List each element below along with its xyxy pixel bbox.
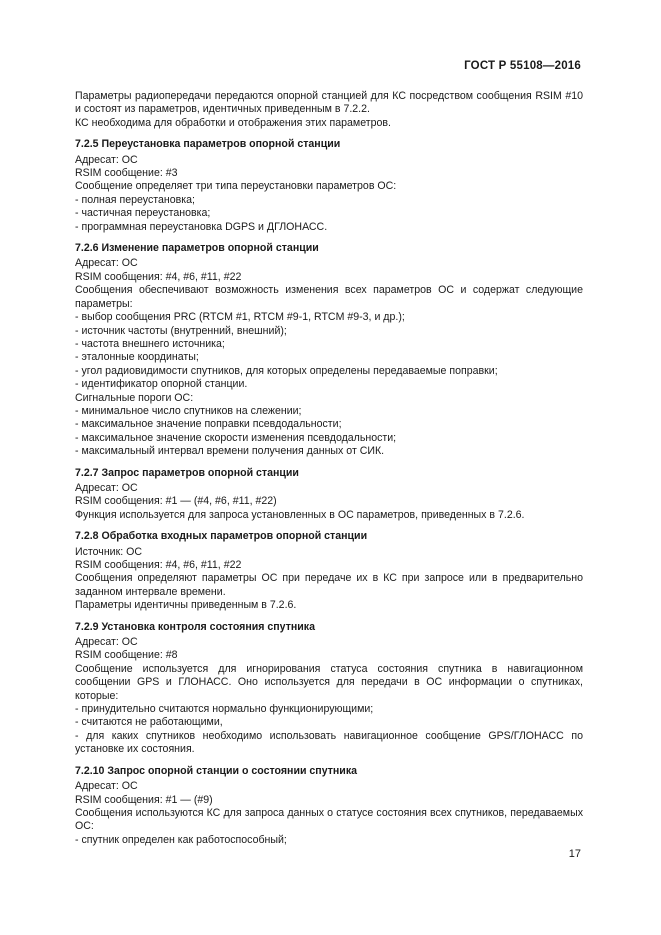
paragraph: - максимальное значение поправки псевдодальности; (75, 418, 342, 431)
paragraph: - минимальное число спутников на слежении; (75, 404, 302, 417)
paragraph: - источник частоты (внутренний, внешний); (75, 324, 287, 337)
paragraph: - эталонные координаты; (75, 351, 199, 364)
paragraph: Сообщение определяет три типа переустановки параметров ОС: (75, 180, 397, 193)
paragraph: - для каких спутников необходимо использовать навигационное сообщение GPS/ГЛОНАСС по установке их состояния. (75, 729, 583, 756)
paragraph: Адресат: ОС (75, 153, 138, 166)
paragraph: Адресат: ОС (75, 481, 138, 494)
paragraph: Сообщения обеспечивают возможность изменения всех параметров ОС и содержат следующие параметры: (75, 284, 583, 310)
paragraph: Источник: ОС (75, 545, 143, 558)
section-heading: 7.2.7 Запрос параметров опорной станции (75, 466, 299, 479)
paragraph: - частота внешнего источника; (75, 337, 225, 350)
paragraph: - считаются не работающими, (75, 716, 223, 729)
paragraph: - идентификатор опорной станции. (75, 378, 248, 391)
paragraph: - максимальный интервал времени получения данных от СИК. (75, 445, 385, 458)
section-heading: 7.2.5 Переустановка параметров опорной станции (75, 138, 341, 151)
paragraph: - частичная переустановка; (75, 207, 211, 220)
paragraph: - программная переустановка DGPS и ДГЛОНАСС. (75, 220, 328, 233)
paragraph: - выбор сообщения PRC (RTCM #1, RTCM #9-1, RTCM #9-3, и др.); (75, 311, 405, 324)
paragraph: RSIM сообщения: #4, #6, #11, #22 (75, 270, 242, 283)
paragraph: - спутник определен как работоспособный; (75, 833, 287, 846)
paragraph: RSIM сообщения: #1 — (#4, #6, #11, #22) (75, 495, 277, 508)
section-heading: 7.2.8 Обработка входных параметров опорной станции (75, 530, 368, 543)
paragraph: Параметры идентичны приведенным в 7.2.6. (75, 599, 297, 612)
paragraph: Параметры радиопередачи передаются опорной станцией для КС посредством сообщения RSIM #10 и состоят из параметров, идентичных приведенным в 7.2.2. (75, 90, 583, 116)
paragraph: Функция используется для запроса установленных в ОС параметров, приведенных в 7.2.6. (75, 508, 525, 521)
paragraph: КС необходима для обработки и отображения этих параметров. (75, 116, 391, 129)
paragraph: - угол радиовидимости спутников, для которых определены передаваемые поправки; (75, 364, 498, 377)
paragraph: RSIM сообщение: #8 (75, 649, 178, 662)
paragraph: - принудительно считаются нормально функционирующими; (75, 703, 374, 716)
document-body (75, 90, 583, 847)
paragraph: RSIM сообщения: #1 — (#9) (75, 793, 213, 806)
paragraph: - полная переустановка; (75, 193, 195, 206)
paragraph: Сообщения определяют параметры ОС при передаче их в КС при запросе или в предварительно заданном интервале времени. (75, 572, 583, 598)
paragraph: Адресат: ОС (75, 636, 138, 649)
section-heading: 7.2.10 Запрос опорной станции о состоянии спутника (75, 764, 358, 777)
paragraph: Сигнальные пороги ОС: (75, 391, 194, 404)
paragraph: RSIM сообщение: #3 (75, 167, 178, 180)
paragraph: RSIM сообщения: #4, #6, #11, #22 (75, 559, 242, 571)
paragraph: Сообщение используется для игнорирования статуса состояния спутника в навигационном сообщении GPS и ГЛОНАСС. Оно используется для передачи в ОС информации о спутниках, которые: (75, 662, 583, 702)
document-header-standard-id: ГОСТ Р 55108—2016 (464, 60, 581, 72)
paragraph: Адресат: ОС (75, 257, 138, 270)
section-heading: 7.2.9 Установка контроля состояния спутника (75, 620, 315, 633)
paragraph: Адресат: ОС (75, 780, 138, 793)
section-heading: 7.2.6 Изменение параметров опорной станции (75, 242, 319, 255)
paragraph: Сообщения используются КС для запроса данных о статусе состояния всех спутников, передаваемых ОС: (75, 806, 583, 833)
paragraph: - максимальное значение скорости изменения псевдодальности; (75, 431, 397, 444)
page-number: 17 (568, 848, 581, 860)
